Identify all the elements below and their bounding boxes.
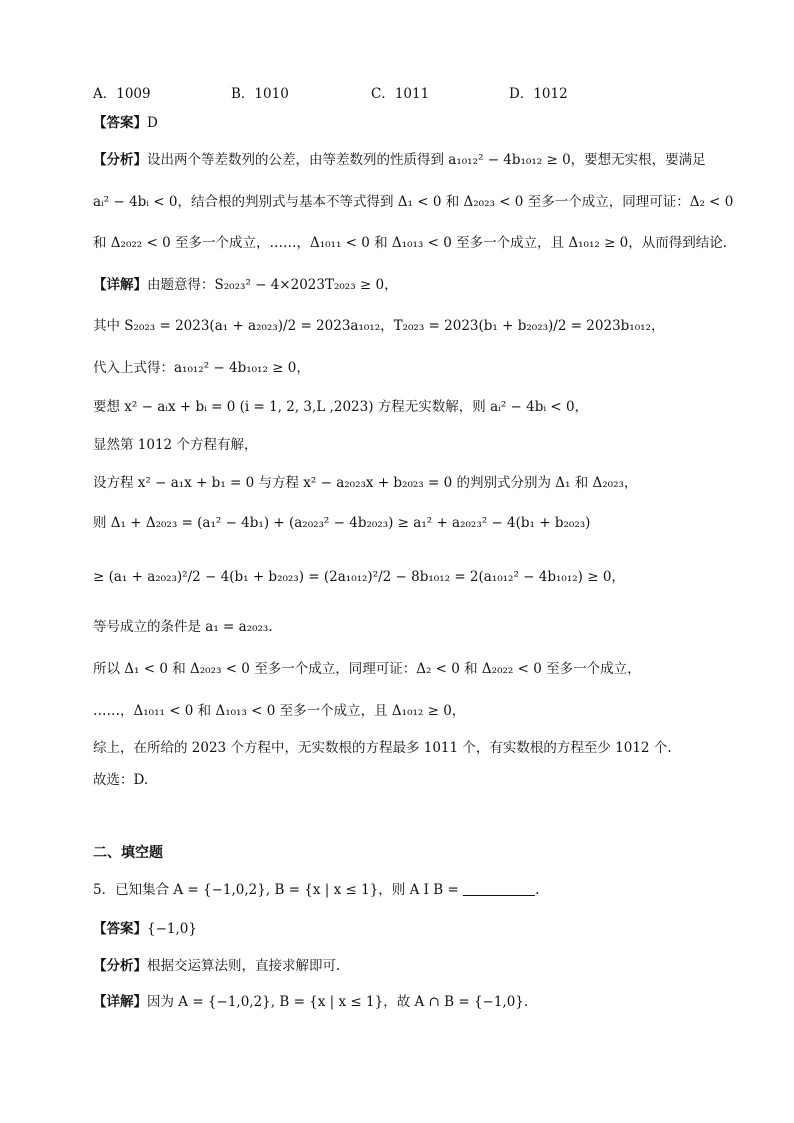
q4-detail-line-4: 要想 x² − aᵢx + bᵢ = 0 (i = 1, 2, 3,L ,2023) 方程无实数解，则 aᵢ² − 4bᵢ < 0， xyxy=(93,399,589,415)
q4-detail-line-6: 设方程 x² − a₁x + b₁ = 0 与方程 x² − a₂₀₂₃x + b₂₀₂₃ = 0 的判别式分别为 Δ₁ 和 Δ₂₀₂₃， xyxy=(93,475,638,491)
q4-detail-line-10: 所以 Δ₁ < 0 和 Δ₂₀₂₃ < 0 至多一个成立，同理可证：Δ₂ < 0 和 Δ₂₀₂₂ < 0 至多一个成立， xyxy=(93,661,641,677)
option-d: D．1012 xyxy=(509,86,568,102)
q4-detail-line-2: 其中 S₂₀₂₃ = 2023(a₁ + a₂₀₂₃)/2 = 2023a₁₀₁₂，T₂₀₂₃ = 2023(b₁ + b₂₀₂₃)/2 = 2023b₁₀₁₂， xyxy=(93,318,665,334)
q4-detail-line-5: 显然第 1012 个方程有解， xyxy=(93,437,258,453)
q4-detail-line-13: 故选：D. xyxy=(93,772,149,788)
q5-answer-value: {−1,0} xyxy=(147,921,197,937)
q4-detail-line-12: 综上，在所给的 2023 个方程中，无实数根的方程最多 1011 个，有实数根的方程至少 1012 个. xyxy=(93,740,672,756)
q4-detail-line-9: 等号成立的条件是 a₁ = a₂₀₂₃. xyxy=(93,619,273,635)
option-b: B．1010 xyxy=(231,86,289,102)
option-c: C．1011 xyxy=(371,86,430,102)
detail-tag: 【详解】 xyxy=(93,277,147,293)
q5-detail-line: 【详解】因为 A = {−1,0,2}, B = {x | x ≤ 1}，故 A ∩ B = {−1,0}. xyxy=(93,994,529,1010)
q4-analysis-line-2: aᵢ² − 4bᵢ < 0，结合根的判别式与基本不等式得到 Δ₁ < 0 和 Δ₂₀₂₃ < 0 至多一个成立，同理可证：Δ₂ < 0 xyxy=(93,194,734,210)
q4-answer-line xyxy=(93,113,734,133)
q4-detail-line-7: 则 Δ₁ + Δ₂₀₂₃ = (a₁² − 4b₁) + (a₂₀₂₃² − 4b₂₀₂₃) ≥ a₁² + a₂₀₂₃² − 4(b₁ + b₂₀₂₃) xyxy=(93,515,591,531)
section-title: 二、填空题 xyxy=(93,845,163,861)
q5-analysis-line: 【分析】根据交运算法则，直接求解即可. xyxy=(93,958,341,974)
answer-value: D xyxy=(147,115,158,131)
q4-detail-line-11: ……，Δ₁₀₁₁ < 0 和 Δ₁₀₁₃ < 0 至多一个成立，且 Δ₁₀₁₂ ≥ 0， xyxy=(93,703,466,719)
q4-detail-line-8: ≥ (a₁ + a₂₀₂₃)²/2 − 4(b₁ + b₂₀₂₃) = (2a₁₀₁₂)²/2 − 8b₁₀₁₂ = 2(a₁₀₁₂² − 4b₁₀₁₂) ≥ 0， xyxy=(93,569,625,585)
q4-detail-line-1: 【详解】由题意得：S₂₀₂₃² − 4×2023T₂₀₂₃ ≥ 0， xyxy=(93,277,398,293)
q5-question: 5．已知集合 A = {−1,0,2}, B = {x | x ≤ 1}，则 A I B = . xyxy=(93,882,540,898)
q4-analysis-line-3: 和 Δ₂₀₂₂ < 0 至多一个成立，……，Δ₁₀₁₁ < 0 和 Δ₁₀₁₃ < 0 至多一个成立，且 Δ₁₀₁₂ ≥ 0，从而得到结论. xyxy=(93,235,728,251)
analysis-tag: 【分析】 xyxy=(93,152,147,168)
q4-analysis-line-1: 【分析】设出两个等差数列的公差，由等差数列的性质得到 a₁₀₁₂² − 4b₁₀₁₂ ≥ 0，要想无实根，要满足 xyxy=(93,152,706,168)
q5-answer-line: 【答案】{−1,0} xyxy=(93,921,197,937)
q4-detail-line-3: 代入上式得：a₁₀₁₂² − 4b₁₀₁₂ ≥ 0， xyxy=(93,360,310,376)
answer-blank xyxy=(463,881,535,896)
answer-tag: 【答案】 xyxy=(93,115,147,131)
option-a: A．1009 xyxy=(93,86,151,102)
